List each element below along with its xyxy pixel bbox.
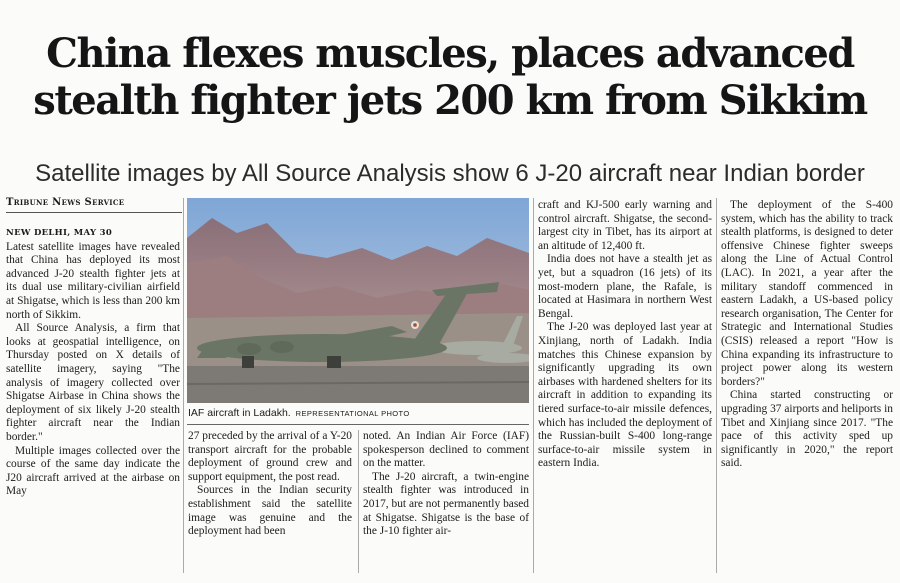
byline-rule: [6, 212, 182, 213]
article-column-2: [188, 430, 352, 539]
caption-text: IAF aircraft in Ladakh.: [188, 407, 291, 419]
article-column-4: [538, 199, 712, 471]
article-column-5: [721, 199, 893, 471]
byline: Tribune News Service: [6, 197, 125, 208]
paragraph: All Source Analysis, a firm that looks at geospatial intelligence, on Thursday posted on X details of satellite imagery, saying "The analysis of imagery collected over Shigatse Airbase in China shows the deployment of six likely J-20 stealth fighter aircraft near the Indian border.": [6, 322, 180, 443]
headline-line-1: China flexes muscles, places advanced: [46, 30, 854, 77]
article-column-1: [6, 226, 180, 499]
paragraph: Sources in the Indian security establishment said the satellite image was genuine and the deployment had been: [188, 484, 352, 538]
paragraph: craft and KJ-500 early warning and control aircraft. Shigatse, the second-largest city in Tibet, has its airport at an altitude of 12,400 ft.: [538, 199, 712, 252]
paragraph: The deployment of the S-400 system, which has the ability to track stealth platforms, is designed to deter offensive Chinese fighter sweeps along the Line of Actual Control (LAC). In 2021, a year after the military standoff commenced in eastern Ladakh, a US-based policy research organisation, The Center for Strategic and International Studies (CSIS) released a report "How is China expanding its infrastructure to project power along its western borders?": [721, 199, 893, 388]
photo-credit: REPRESENTATIONAL PHOTO: [295, 409, 410, 418]
caption-rule: [187, 424, 529, 425]
column-divider: [533, 198, 534, 573]
aircraft-photo-illustration: [187, 198, 529, 403]
subheadline: Satellite images by All Source Analysis show 6 J-20 aircraft near Indian border: [35, 160, 865, 187]
paragraph: The J-20 was deployed last year at Xinjiang, north of Ladakh. India matches this Chinese expansion by significantly upgrading its own airbases with hardened shelters for its aircraft in addition to expanding its tiered surface-to-air missile defences, which has included the deployment of the Russian-built S-400 long-range surface-to-air missile system in eastern India.: [538, 321, 712, 470]
paragraph: Latest satellite images have revealed that China has deployed its most advanced J-20 stealth fighter jets at its dual use military-civilian airfield at Shigatse, which is less than 200 km north of Sikkim.: [6, 240, 180, 321]
paragraph: Multiple images collected over the course of the same day indicate the J20 aircraft arrived at the airbase on May: [6, 444, 180, 498]
column-divider: [716, 198, 717, 573]
photo-iaf-aircraft: [187, 198, 529, 403]
paragraph: China started constructing or upgrading 37 airports and heliports in Tibet and Xinjiang since 2017. "The pace of this activity sped up significantly in 2020," the report said.: [721, 389, 893, 470]
photo-caption: [188, 407, 528, 419]
article-column-3: [363, 430, 529, 539]
paragraph: noted. An Indian Air Force (IAF) spokesperson declined to comment on the matter.: [363, 430, 529, 470]
paragraph: 27 preceded by the arrival of a Y-20 transport aircraft for the probable deployment of ground crew and support equipment, the post read.: [188, 430, 352, 483]
headline: [0, 30, 900, 124]
paragraph: The J-20 aircraft, a twin-engine stealth fighter was introduced in 2017, but are not permanently based at Shigatse. Shigatse is the base of the J-10 fighter air-: [363, 470, 529, 538]
column-divider: [358, 430, 359, 573]
dateline: NEW DELHI, MAY 30: [6, 228, 113, 238]
column-divider: [183, 198, 184, 573]
headline-line-2: stealth fighter jets 200 km from Sikkim: [33, 77, 867, 124]
paragraph: India does not have a stealth jet as yet, but a squadron (16 jets) of its most-modern plane, the Rafale, is located at Hasimara in northern West Bengal.: [538, 253, 712, 320]
